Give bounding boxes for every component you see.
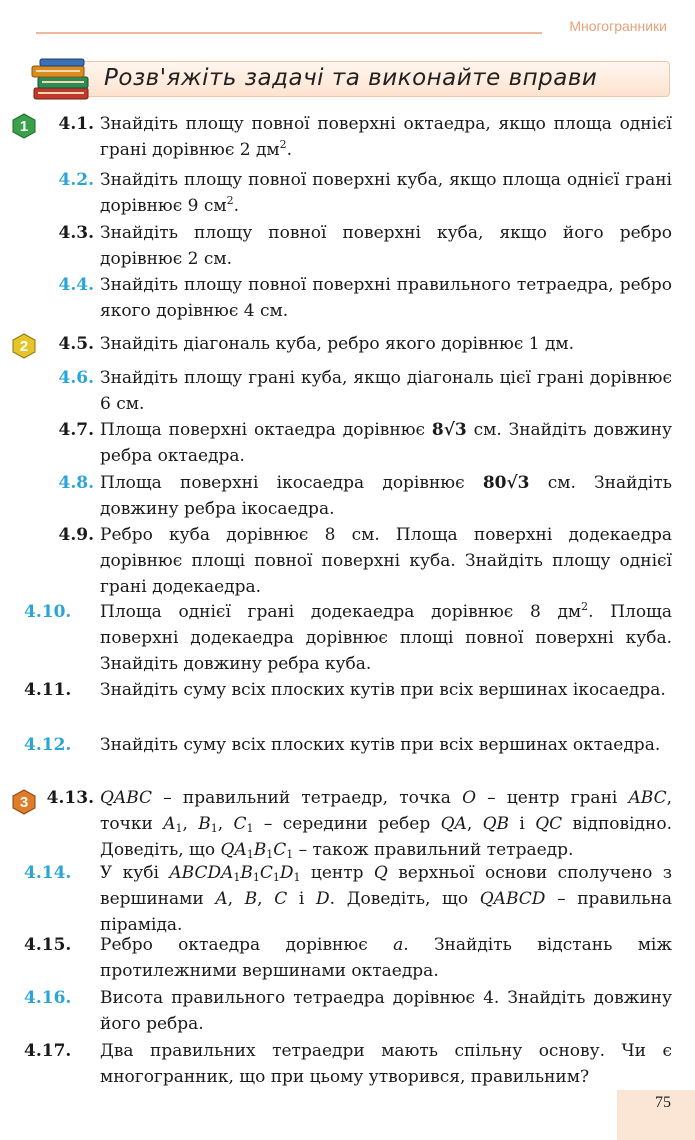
books-icon bbox=[30, 58, 96, 102]
problem-number: 4.14. bbox=[24, 863, 72, 883]
problem-text: Площа поверхні ікосаедра дорівнює 80√3 см. Знайдіть довжину ребра ікосаедра. bbox=[100, 473, 673, 519]
problem-4-9 bbox=[24, 522, 672, 600]
problem-text: Ребро куба дорівнює 8 см. Площа поверхні додекаедра дорівнює площі повної поверхні куба. Знайдіть площу однієї грані додекаедра. bbox=[100, 525, 672, 597]
problem-text: Знайдіть суму всіх плоских кутів при всіх вершинах октаедра. bbox=[100, 735, 661, 755]
problem-text: Висота правильного тетраедра дорівнює 4. Знайдіть довжину його ребра. bbox=[100, 988, 672, 1034]
problem-number: 4.16. bbox=[24, 988, 72, 1008]
problem-text: У кубі $ABCDA_1B_1C_1D_1$ центр Q верхньої основи сполучено з вершинами A, B, C і D. Доведіть, що QABCD – правильна піраміда. bbox=[100, 863, 672, 935]
problem-number: 4.7. bbox=[58, 420, 94, 440]
problem-4-8 bbox=[24, 470, 672, 522]
problem-4-16 bbox=[24, 985, 672, 1037]
problem-number: 4.1. bbox=[58, 114, 94, 134]
math-expression: 80√3 bbox=[482, 473, 530, 493]
problem-text: Знайдіть діагональ куба, ребро якого дорівнює 1 дм. bbox=[100, 334, 575, 354]
problem-text: Знайдіть суму всіх плоских кутів при всіх вершинах ікосаедра. bbox=[100, 680, 666, 700]
problem-text: Знайдіть площу повної поверхні октаедра, якщо площа однієї грані дорівнює 2 $дм^2$. bbox=[100, 114, 672, 160]
problem-4-13 bbox=[24, 785, 672, 863]
problem-number: 4.15. bbox=[24, 935, 72, 955]
problem-4-4 bbox=[24, 272, 672, 324]
problem-4-2 bbox=[24, 167, 672, 219]
problem-number: 4.5. bbox=[58, 334, 94, 354]
problem-text: Площа поверхні октаедра дорівнює 8√3 см. Знайдіть довжину ребра октаедра. bbox=[100, 420, 673, 466]
problem-number: 4.17. bbox=[24, 1041, 72, 1061]
problem-number: 4.9. bbox=[58, 525, 94, 545]
problem-number: 4.10. bbox=[24, 602, 72, 622]
problem-text: Знайдіть площу повної поверхні куба, якщо площа однієї грані дорівнює 9 $см^2$. bbox=[100, 170, 672, 216]
problem-4-15 bbox=[24, 932, 672, 984]
problem-4-10 bbox=[24, 599, 672, 677]
problem-number: 4.2. bbox=[58, 170, 94, 190]
problem-number: 4.12. bbox=[24, 735, 72, 755]
problem-text: QABC – правильний тетраедр, точка O – центр грані ABC, точки $A_1$, $B_1$, $C_1$ – середини ребер QA, QB і QC відповідно. Доведіть, що $QA_1B_1C_1$ – також правильний тетраедр. bbox=[100, 788, 673, 861]
problem-4-1 bbox=[24, 111, 672, 163]
problem-4-3 bbox=[24, 220, 672, 272]
problem-number: 4.4. bbox=[58, 275, 94, 295]
problem-4-7 bbox=[24, 417, 672, 469]
problem-text: Площа однієї грані додекаедра дорівнює 8 $дм^2$. Площа поверхні додекаедра дорівнює площі повної поверхні куба. Знайдіть довжину ребра куба. bbox=[100, 600, 672, 674]
section-banner bbox=[30, 58, 670, 98]
level-3-label: 3 bbox=[19, 794, 29, 811]
problem-4-5 bbox=[24, 331, 672, 357]
problem-text: Знайдіть площу повної поверхні куба, якщо його ребро дорівнює 2 см. bbox=[100, 223, 672, 269]
problem-4-12 bbox=[24, 732, 672, 758]
problem-number: 4.11. bbox=[24, 680, 72, 700]
level-1-label: 1 bbox=[19, 118, 29, 135]
page-number: 75 bbox=[655, 1094, 671, 1111]
math-expression: 8√3 bbox=[431, 420, 467, 440]
problem-number: 4.8. bbox=[58, 473, 94, 493]
problem-text: Ребро октаедра дорівнює a. Знайдіть відстань між протилежними вершинами октаедра. bbox=[100, 935, 672, 981]
problem-number: 4.3. bbox=[58, 223, 94, 243]
problem-number: 4.6. bbox=[58, 368, 94, 388]
problem-text: Два правильних тетраедри мають спільну основу. Чи є многогранник, що при цьому утворився, правильним? bbox=[100, 1041, 672, 1087]
problem-number: 4.13. bbox=[46, 788, 94, 808]
problem-text: Знайдіть площу грані куба, якщо діагональ цієї грані дорівнює 6 см. bbox=[100, 368, 672, 414]
problem-4-11 bbox=[24, 677, 672, 703]
header-rule bbox=[36, 32, 542, 34]
problem-text: Знайдіть площу повної поверхні правильного тетраедра, ребро якого дорівнює 4 см. bbox=[100, 275, 672, 321]
problem-4-6 bbox=[24, 365, 672, 417]
banner-title: Розв'яжіть задачі та виконайте вправи bbox=[104, 65, 598, 91]
level-2-label: 2 bbox=[19, 338, 29, 355]
problem-4-17 bbox=[24, 1038, 672, 1090]
problem-4-14 bbox=[24, 860, 672, 938]
running-head: Многогранники bbox=[569, 18, 667, 34]
